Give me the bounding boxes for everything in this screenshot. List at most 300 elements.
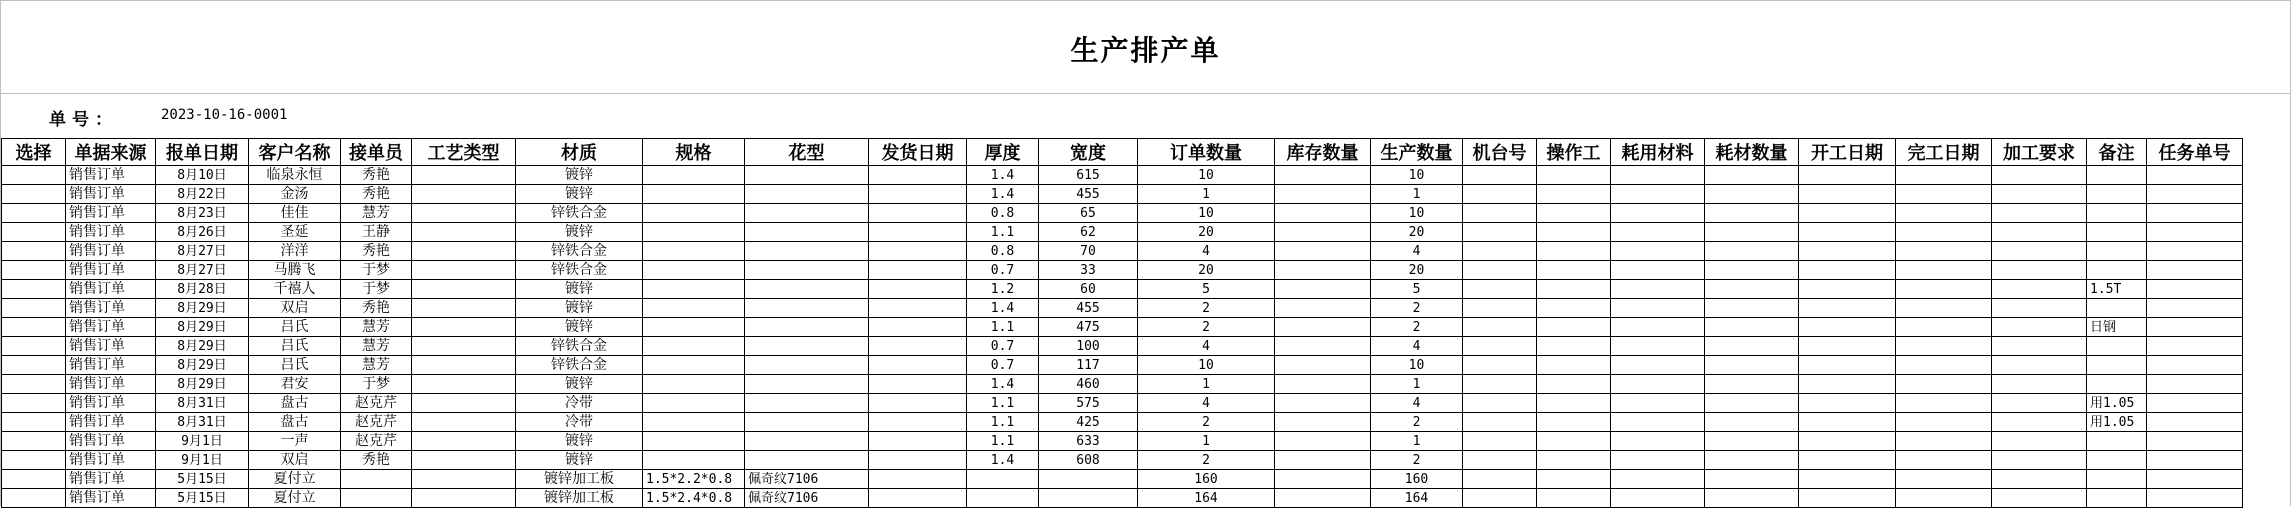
table-row[interactable]: [2, 432, 2243, 451]
table-cell[interactable]: [1896, 166, 1992, 185]
table-cell[interactable]: [869, 299, 967, 318]
table-cell[interactable]: [1992, 318, 2087, 337]
table-cell[interactable]: [1799, 470, 1896, 489]
table-cell[interactable]: [1992, 242, 2087, 261]
table-cell[interactable]: 锌铁合金: [516, 337, 643, 356]
table-row[interactable]: [2, 375, 2243, 394]
table-cell[interactable]: 8月29日: [156, 337, 249, 356]
table-cell[interactable]: [2, 261, 66, 280]
table-cell[interactable]: [1705, 185, 1799, 204]
table-row[interactable]: [2, 451, 2243, 470]
table-cell[interactable]: 销售订单: [66, 451, 156, 470]
table-cell[interactable]: 赵克芹: [341, 394, 412, 413]
table-cell[interactable]: 销售订单: [66, 280, 156, 299]
column-header[interactable]: 加工要求: [1992, 139, 2087, 166]
table-cell[interactable]: [1537, 413, 1611, 432]
table-cell[interactable]: [2, 489, 66, 508]
table-cell[interactable]: 8月27日: [156, 261, 249, 280]
table-cell[interactable]: 475: [1039, 318, 1138, 337]
table-cell[interactable]: [2147, 375, 2243, 394]
table-cell[interactable]: [1463, 185, 1537, 204]
table-cell[interactable]: [2147, 280, 2243, 299]
column-header[interactable]: 工艺类型: [412, 139, 516, 166]
table-cell[interactable]: 销售订单: [66, 489, 156, 508]
table-cell[interactable]: 4: [1371, 394, 1463, 413]
table-cell[interactable]: [1537, 337, 1611, 356]
table-cell[interactable]: [745, 337, 869, 356]
table-cell[interactable]: [745, 166, 869, 185]
table-cell[interactable]: [1463, 223, 1537, 242]
table-cell[interactable]: [1611, 432, 1705, 451]
table-row[interactable]: [2, 166, 2243, 185]
table-cell[interactable]: [869, 489, 967, 508]
column-header[interactable]: 生产数量: [1371, 139, 1463, 166]
column-header[interactable]: 单据来源: [66, 139, 156, 166]
table-cell[interactable]: [1896, 261, 1992, 280]
table-cell[interactable]: 1: [1371, 185, 1463, 204]
table-cell[interactable]: [2, 337, 66, 356]
table-cell[interactable]: 8月29日: [156, 356, 249, 375]
table-cell[interactable]: [412, 318, 516, 337]
table-cell[interactable]: 销售订单: [66, 204, 156, 223]
column-header[interactable]: 宽度: [1039, 139, 1138, 166]
table-cell[interactable]: [1039, 470, 1138, 489]
table-cell[interactable]: [745, 223, 869, 242]
table-cell[interactable]: [1705, 223, 1799, 242]
column-header[interactable]: 耗材数量: [1705, 139, 1799, 166]
table-cell[interactable]: 2: [1371, 451, 1463, 470]
table-cell[interactable]: 1: [1371, 432, 1463, 451]
table-cell[interactable]: 镀锌加工板: [516, 470, 643, 489]
table-cell[interactable]: 王静: [341, 223, 412, 242]
table-cell[interactable]: [2, 242, 66, 261]
table-cell[interactable]: 1: [1138, 185, 1275, 204]
table-cell[interactable]: 2: [1138, 318, 1275, 337]
table-cell[interactable]: [2147, 166, 2243, 185]
table-cell[interactable]: [2147, 356, 2243, 375]
column-header[interactable]: 选择: [2, 139, 66, 166]
table-cell[interactable]: [967, 489, 1039, 508]
table-cell[interactable]: 8月31日: [156, 413, 249, 432]
table-cell[interactable]: [1611, 356, 1705, 375]
table-cell[interactable]: 1.5*2.2*0.8: [643, 470, 745, 489]
table-cell[interactable]: [869, 432, 967, 451]
table-cell[interactable]: [745, 451, 869, 470]
table-cell[interactable]: 慧芳: [341, 204, 412, 223]
table-cell[interactable]: [1992, 204, 2087, 223]
table-cell[interactable]: [2, 394, 66, 413]
table-cell[interactable]: [869, 356, 967, 375]
table-cell[interactable]: [2087, 337, 2147, 356]
table-cell[interactable]: 镀锌: [516, 166, 643, 185]
table-cell[interactable]: [1896, 280, 1992, 299]
column-header[interactable]: 接单员: [341, 139, 412, 166]
table-row[interactable]: [2, 470, 2243, 489]
table-cell[interactable]: 盘古: [249, 413, 341, 432]
table-cell[interactable]: 吕氏: [249, 318, 341, 337]
table-cell[interactable]: 8月23日: [156, 204, 249, 223]
table-cell[interactable]: [1537, 242, 1611, 261]
table-cell[interactable]: 8月29日: [156, 375, 249, 394]
table-cell[interactable]: 1.5*2.4*0.8: [643, 489, 745, 508]
table-cell[interactable]: [1992, 261, 2087, 280]
table-cell[interactable]: [1992, 394, 2087, 413]
table-cell[interactable]: [1992, 451, 2087, 470]
table-cell[interactable]: 164: [1371, 489, 1463, 508]
table-cell[interactable]: [1275, 204, 1371, 223]
table-cell[interactable]: [869, 223, 967, 242]
table-cell[interactable]: [1799, 489, 1896, 508]
table-cell[interactable]: 575: [1039, 394, 1138, 413]
table-cell[interactable]: 镀锌: [516, 318, 643, 337]
table-cell[interactable]: 销售订单: [66, 185, 156, 204]
table-cell[interactable]: 日钢: [2087, 318, 2147, 337]
table-cell[interactable]: [341, 470, 412, 489]
table-cell[interactable]: 8月10日: [156, 166, 249, 185]
table-cell[interactable]: 20: [1138, 261, 1275, 280]
table-cell[interactable]: [1705, 261, 1799, 280]
table-row[interactable]: [2, 261, 2243, 280]
table-cell[interactable]: [1275, 432, 1371, 451]
table-cell[interactable]: [1611, 261, 1705, 280]
table-cell[interactable]: [745, 413, 869, 432]
table-cell[interactable]: 销售订单: [66, 356, 156, 375]
table-cell[interactable]: [412, 489, 516, 508]
table-cell[interactable]: [1275, 261, 1371, 280]
table-cell[interactable]: [745, 261, 869, 280]
table-cell[interactable]: [1463, 280, 1537, 299]
table-cell[interactable]: 销售订单: [66, 166, 156, 185]
column-header[interactable]: 发货日期: [869, 139, 967, 166]
table-cell[interactable]: [643, 318, 745, 337]
table-cell[interactable]: [1039, 489, 1138, 508]
table-cell[interactable]: [643, 299, 745, 318]
table-cell[interactable]: 8月31日: [156, 394, 249, 413]
table-cell[interactable]: 4: [1138, 394, 1275, 413]
table-cell[interactable]: [2087, 375, 2147, 394]
table-cell[interactable]: 164: [1138, 489, 1275, 508]
table-cell[interactable]: [2, 204, 66, 223]
table-cell[interactable]: 1: [1138, 375, 1275, 394]
column-header[interactable]: 材质: [516, 139, 643, 166]
table-cell[interactable]: [1275, 299, 1371, 318]
table-cell[interactable]: 1.1: [967, 223, 1039, 242]
table-cell[interactable]: 60: [1039, 280, 1138, 299]
table-row[interactable]: [2, 242, 2243, 261]
table-cell[interactable]: [1275, 413, 1371, 432]
table-cell[interactable]: 秀艳: [341, 451, 412, 470]
table-cell[interactable]: 冷带: [516, 394, 643, 413]
column-header[interactable]: 机台号: [1463, 139, 1537, 166]
table-cell[interactable]: 9月1日: [156, 432, 249, 451]
table-cell[interactable]: 1.5T: [2087, 280, 2147, 299]
table-cell[interactable]: [2, 432, 66, 451]
table-cell[interactable]: [643, 280, 745, 299]
table-cell[interactable]: [1705, 489, 1799, 508]
table-cell[interactable]: [1896, 470, 1992, 489]
table-cell[interactable]: 慧芳: [341, 356, 412, 375]
table-cell[interactable]: [1896, 432, 1992, 451]
table-cell[interactable]: 608: [1039, 451, 1138, 470]
table-cell[interactable]: 425: [1039, 413, 1138, 432]
table-cell[interactable]: [1275, 451, 1371, 470]
table-cell[interactable]: [2087, 261, 2147, 280]
table-cell[interactable]: 4: [1371, 337, 1463, 356]
table-cell[interactable]: 镀锌: [516, 375, 643, 394]
table-cell[interactable]: [1275, 185, 1371, 204]
table-cell[interactable]: 0.7: [967, 356, 1039, 375]
table-cell[interactable]: 于梦: [341, 375, 412, 394]
table-cell[interactable]: 1: [1138, 432, 1275, 451]
table-cell[interactable]: 8月27日: [156, 242, 249, 261]
table-cell[interactable]: [643, 375, 745, 394]
table-cell[interactable]: 盘古: [249, 394, 341, 413]
table-cell[interactable]: 销售订单: [66, 242, 156, 261]
table-cell[interactable]: [412, 375, 516, 394]
table-cell[interactable]: [2087, 166, 2147, 185]
table-cell[interactable]: [1705, 299, 1799, 318]
table-cell[interactable]: 于梦: [341, 261, 412, 280]
table-cell[interactable]: [869, 318, 967, 337]
table-cell[interactable]: [1463, 394, 1537, 413]
table-cell[interactable]: 70: [1039, 242, 1138, 261]
table-cell[interactable]: [2147, 242, 2243, 261]
table-row[interactable]: [2, 280, 2243, 299]
table-cell[interactable]: [1896, 413, 1992, 432]
table-cell[interactable]: [2147, 337, 2243, 356]
table-cell[interactable]: 赵克芹: [341, 413, 412, 432]
table-cell[interactable]: [412, 413, 516, 432]
table-cell[interactable]: [1705, 394, 1799, 413]
table-cell[interactable]: [745, 375, 869, 394]
table-cell[interactable]: [2147, 185, 2243, 204]
table-cell[interactable]: 10: [1138, 356, 1275, 375]
table-cell[interactable]: 冷带: [516, 413, 643, 432]
table-cell[interactable]: [2147, 318, 2243, 337]
table-cell[interactable]: [2087, 356, 2147, 375]
table-cell[interactable]: [1611, 375, 1705, 394]
table-cell[interactable]: [1992, 166, 2087, 185]
table-cell[interactable]: [412, 451, 516, 470]
table-cell[interactable]: 1.1: [967, 318, 1039, 337]
table-cell[interactable]: [643, 223, 745, 242]
table-cell[interactable]: [1537, 261, 1611, 280]
table-cell[interactable]: [1275, 489, 1371, 508]
table-cell[interactable]: 100: [1039, 337, 1138, 356]
table-cell[interactable]: [1992, 356, 2087, 375]
table-cell[interactable]: 117: [1039, 356, 1138, 375]
table-cell[interactable]: [1537, 489, 1611, 508]
table-cell[interactable]: [1463, 166, 1537, 185]
table-cell[interactable]: [1896, 204, 1992, 223]
table-cell[interactable]: 8月29日: [156, 299, 249, 318]
table-cell[interactable]: 销售订单: [66, 318, 156, 337]
table-cell[interactable]: [1992, 299, 2087, 318]
table-cell[interactable]: [1799, 318, 1896, 337]
table-cell[interactable]: 10: [1371, 356, 1463, 375]
table-cell[interactable]: 1.1: [967, 413, 1039, 432]
table-cell[interactable]: [745, 299, 869, 318]
table-cell[interactable]: [1992, 470, 2087, 489]
table-cell[interactable]: [643, 432, 745, 451]
table-cell[interactable]: 秀艳: [341, 242, 412, 261]
table-cell[interactable]: 销售订单: [66, 470, 156, 489]
column-header[interactable]: 库存数量: [1275, 139, 1371, 166]
table-cell[interactable]: 君安: [249, 375, 341, 394]
table-cell[interactable]: 慧芳: [341, 318, 412, 337]
table-cell[interactable]: [1463, 261, 1537, 280]
table-cell[interactable]: [1537, 185, 1611, 204]
table-cell[interactable]: [341, 489, 412, 508]
table-row[interactable]: [2, 318, 2243, 337]
table-cell[interactable]: [1537, 166, 1611, 185]
table-cell[interactable]: 5: [1138, 280, 1275, 299]
table-cell[interactable]: 10: [1371, 204, 1463, 223]
table-cell[interactable]: 2: [1138, 299, 1275, 318]
table-cell[interactable]: 460: [1039, 375, 1138, 394]
table-cell[interactable]: [643, 185, 745, 204]
table-cell[interactable]: 1.2: [967, 280, 1039, 299]
table-cell[interactable]: [1463, 451, 1537, 470]
table-cell[interactable]: [1611, 470, 1705, 489]
table-cell[interactable]: 1: [1371, 375, 1463, 394]
table-cell[interactable]: [1463, 299, 1537, 318]
table-cell[interactable]: 镀锌: [516, 299, 643, 318]
table-cell[interactable]: [2087, 204, 2147, 223]
table-cell[interactable]: [643, 166, 745, 185]
table-cell[interactable]: [2, 413, 66, 432]
table-cell[interactable]: [1896, 375, 1992, 394]
table-cell[interactable]: [1463, 375, 1537, 394]
table-cell[interactable]: 锌铁合金: [516, 204, 643, 223]
table-cell[interactable]: [1611, 318, 1705, 337]
table-cell[interactable]: 1.1: [967, 394, 1039, 413]
table-cell[interactable]: [1705, 413, 1799, 432]
table-cell[interactable]: [412, 242, 516, 261]
table-row[interactable]: [2, 489, 2243, 508]
table-cell[interactable]: [2087, 451, 2147, 470]
table-cell[interactable]: [1611, 280, 1705, 299]
table-cell[interactable]: [1275, 318, 1371, 337]
table-cell[interactable]: [1463, 337, 1537, 356]
table-cell[interactable]: 8月29日: [156, 318, 249, 337]
table-cell[interactable]: [1611, 242, 1705, 261]
table-cell[interactable]: [1705, 470, 1799, 489]
table-cell[interactable]: [643, 394, 745, 413]
table-cell[interactable]: [1463, 413, 1537, 432]
table-cell[interactable]: 4: [1138, 337, 1275, 356]
table-cell[interactable]: [1463, 204, 1537, 223]
table-cell[interactable]: [1896, 394, 1992, 413]
table-cell[interactable]: [412, 337, 516, 356]
table-cell[interactable]: [412, 261, 516, 280]
table-cell[interactable]: [2, 185, 66, 204]
table-cell[interactable]: [1537, 204, 1611, 223]
table-cell[interactable]: [2, 166, 66, 185]
table-cell[interactable]: [2147, 451, 2243, 470]
table-cell[interactable]: [1705, 337, 1799, 356]
table-cell[interactable]: 赵克芹: [341, 432, 412, 451]
table-cell[interactable]: [2087, 223, 2147, 242]
table-cell[interactable]: 1.1: [967, 432, 1039, 451]
table-cell[interactable]: 镀锌: [516, 451, 643, 470]
table-cell[interactable]: [1537, 356, 1611, 375]
table-cell[interactable]: 双启: [249, 299, 341, 318]
table-cell[interactable]: 镀锌: [516, 223, 643, 242]
table-cell[interactable]: [1611, 223, 1705, 242]
table-cell[interactable]: [1799, 394, 1896, 413]
table-cell[interactable]: 1.4: [967, 375, 1039, 394]
table-cell[interactable]: 455: [1039, 185, 1138, 204]
table-cell[interactable]: [2087, 489, 2147, 508]
table-cell[interactable]: [2147, 394, 2243, 413]
table-cell[interactable]: 20: [1138, 223, 1275, 242]
column-header[interactable]: 订单数量: [1138, 139, 1275, 166]
table-cell[interactable]: [745, 394, 869, 413]
table-row[interactable]: [2, 356, 2243, 375]
table-cell[interactable]: 1.4: [967, 299, 1039, 318]
table-cell[interactable]: 5月15日: [156, 489, 249, 508]
table-cell[interactable]: [1537, 451, 1611, 470]
order-number-value[interactable]: 2023-10-16-0001: [161, 107, 288, 123]
table-cell[interactable]: [412, 432, 516, 451]
table-cell[interactable]: [869, 337, 967, 356]
table-cell[interactable]: 633: [1039, 432, 1138, 451]
table-cell[interactable]: 马腾飞: [249, 261, 341, 280]
table-cell[interactable]: [643, 204, 745, 223]
table-cell[interactable]: 秀艳: [341, 299, 412, 318]
table-cell[interactable]: [1275, 166, 1371, 185]
table-cell[interactable]: 洋洋: [249, 242, 341, 261]
column-header[interactable]: 厚度: [967, 139, 1039, 166]
table-cell[interactable]: [2087, 185, 2147, 204]
table-cell[interactable]: 佩奇纹7106: [745, 470, 869, 489]
table-cell[interactable]: [1992, 375, 2087, 394]
table-cell[interactable]: 销售订单: [66, 394, 156, 413]
table-cell[interactable]: 销售订单: [66, 261, 156, 280]
table-cell[interactable]: [1537, 280, 1611, 299]
table-cell[interactable]: 0.8: [967, 242, 1039, 261]
table-cell[interactable]: [1799, 299, 1896, 318]
table-cell[interactable]: [1275, 394, 1371, 413]
table-cell[interactable]: 5: [1371, 280, 1463, 299]
table-cell[interactable]: [2147, 261, 2243, 280]
table-cell[interactable]: [869, 261, 967, 280]
table-cell[interactable]: [1611, 413, 1705, 432]
table-cell[interactable]: [2147, 489, 2243, 508]
table-cell[interactable]: [745, 318, 869, 337]
table-cell[interactable]: [2087, 242, 2147, 261]
table-cell[interactable]: 0.7: [967, 261, 1039, 280]
table-cell[interactable]: [1896, 451, 1992, 470]
table-cell[interactable]: 2: [1371, 318, 1463, 337]
table-cell[interactable]: [1611, 489, 1705, 508]
table-cell[interactable]: [1611, 204, 1705, 223]
table-cell[interactable]: [412, 185, 516, 204]
table-cell[interactable]: [1799, 375, 1896, 394]
table-cell[interactable]: [1896, 356, 1992, 375]
table-cell[interactable]: 0.8: [967, 204, 1039, 223]
table-cell[interactable]: [869, 451, 967, 470]
table-cell[interactable]: 于梦: [341, 280, 412, 299]
table-row[interactable]: [2, 185, 2243, 204]
table-cell[interactable]: 夏付立: [249, 470, 341, 489]
table-cell[interactable]: [1992, 432, 2087, 451]
table-cell[interactable]: 秀艳: [341, 166, 412, 185]
table-cell[interactable]: 160: [1138, 470, 1275, 489]
table-cell[interactable]: [1705, 432, 1799, 451]
table-cell[interactable]: 吕氏: [249, 356, 341, 375]
